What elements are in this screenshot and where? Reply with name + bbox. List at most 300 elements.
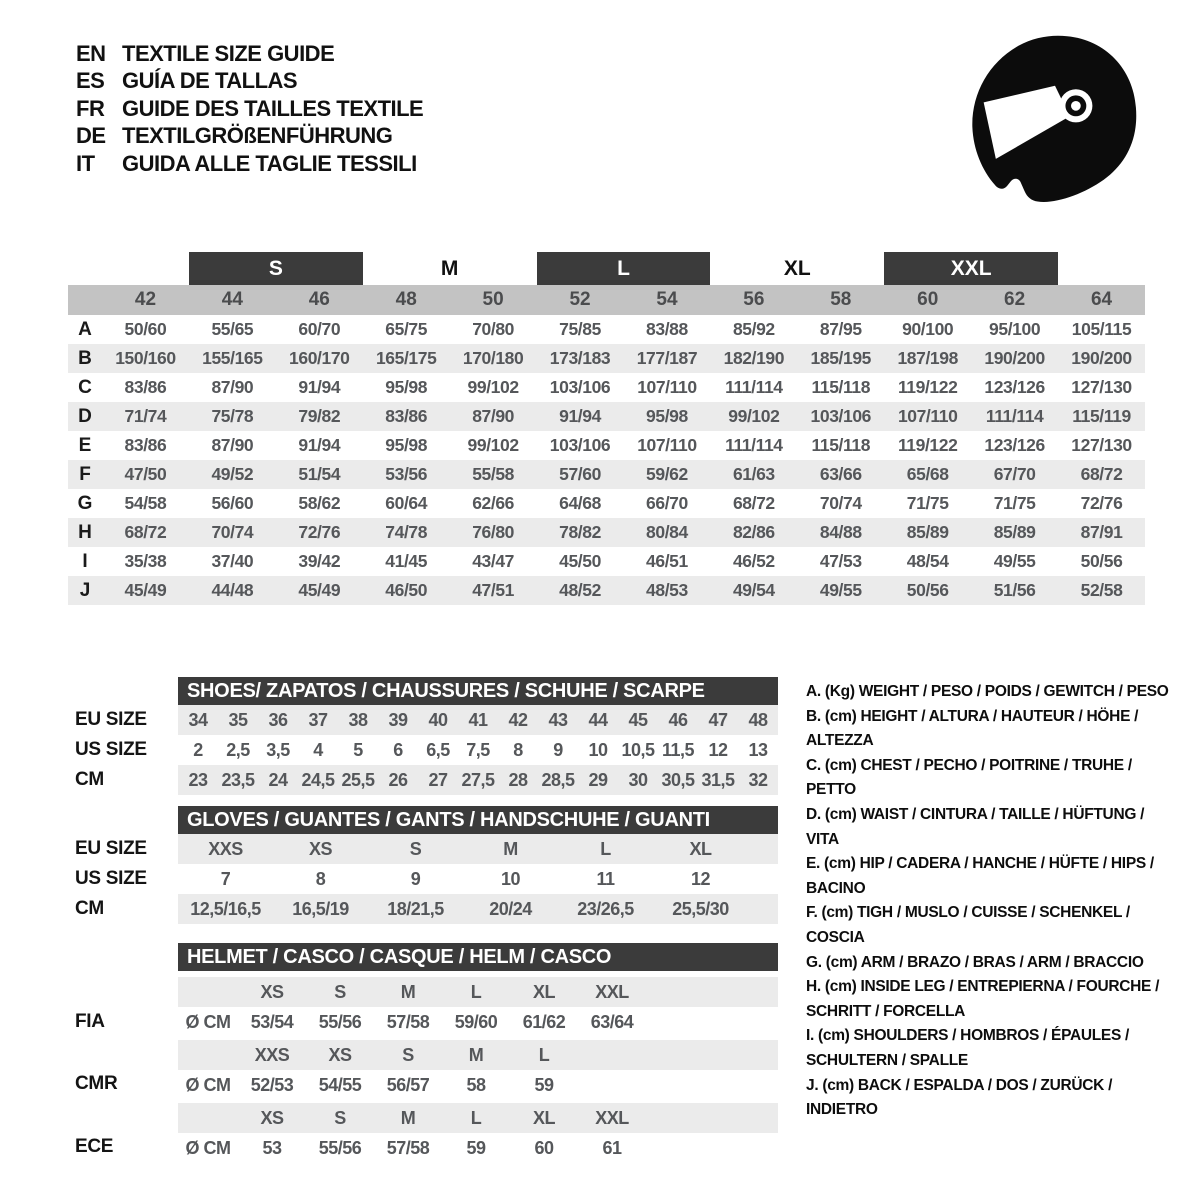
shoe-size-cell: 7,5 [466, 739, 490, 760]
value-cell: 160/170 [289, 348, 350, 368]
shoes-header-bar: SHOES/ ZAPATOS / CHAUSSURES / SCHUHE / SCARPE [178, 677, 778, 705]
value-cell: 91/94 [298, 435, 341, 455]
racing-helmet-icon [968, 28, 1142, 208]
value-cell: 85/89 [993, 522, 1036, 542]
legend-item: J. (cm) BACK / ESPALDA / DOS / ZURÜCK / INDIETRO [806, 1076, 1113, 1119]
row-letter: H [78, 521, 92, 543]
legend-item: D. (cm) WAIST / CINTURA / TAILLE / HÜFTUNG / VITA [806, 805, 1145, 848]
numeric-size-cell: 46 [308, 289, 330, 310]
legend-item: G. (cm) ARM / BRAZO / BRAS / ARM / BRACCIO [806, 953, 1144, 971]
row-letter: B [78, 347, 92, 369]
value-cell: 99/102 [467, 435, 519, 455]
glove-row-label: EU SIZE [75, 838, 147, 859]
value-cell: 51/54 [298, 464, 341, 484]
value-cell: 85/92 [732, 319, 775, 339]
value-cell: 115/118 [811, 435, 871, 455]
glove-size-cell: S [409, 838, 422, 859]
value-cell: 72/76 [1080, 493, 1123, 513]
helmet-cm-cell: 59 [466, 1137, 486, 1158]
helmet-letter-size-cell: XL [532, 1107, 555, 1128]
shoe-size-cell: 40 [428, 709, 448, 730]
helmet-letter-size-row [178, 1103, 778, 1133]
value-cell: 76/80 [472, 522, 515, 542]
value-cell: 103/106 [549, 377, 611, 397]
value-cell: 47/50 [124, 464, 167, 484]
glove-size-cell: 10 [500, 868, 521, 889]
shoe-size-cell: 32 [748, 769, 768, 790]
value-cell: 45/50 [559, 551, 601, 571]
size-table-row [68, 460, 1145, 489]
value-cell: 50/56 [1080, 551, 1123, 571]
value-cell: 75/85 [559, 319, 601, 339]
value-cell: 49/55 [993, 551, 1036, 571]
value-cell: 65/75 [385, 319, 428, 339]
size-group-label: S [189, 252, 363, 285]
row-letter: D [78, 405, 92, 427]
language-code: EN [76, 40, 106, 66]
value-cell: 61/63 [732, 464, 775, 484]
shoe-size-cell: 31,5 [701, 769, 735, 790]
language-code: IT [76, 150, 95, 176]
value-cell: 35/38 [124, 551, 167, 571]
language-row [76, 40, 423, 68]
value-cell: 55/58 [472, 464, 515, 484]
shoe-size-cell: 2 [193, 739, 203, 760]
value-cell: 87/95 [819, 319, 862, 339]
value-cell: 90/100 [902, 319, 954, 339]
helmet-cm-cell: 59 [534, 1074, 554, 1095]
helmet-letter-size-row [178, 977, 778, 1007]
value-cell: 67/70 [993, 464, 1036, 484]
shoe-size-cell: 9 [553, 739, 563, 760]
value-cell: 48/54 [906, 551, 949, 571]
shoe-size-cell: 29 [588, 769, 608, 790]
shoe-size-row [178, 705, 778, 735]
value-cell: 66/70 [646, 493, 688, 513]
numeric-size-row [68, 285, 1145, 315]
numeric-size-cell: 50 [482, 289, 504, 310]
value-cell: 46/51 [646, 551, 688, 571]
value-cell: 70/80 [472, 319, 515, 339]
legend-item: F. (cm) TIGH / MUSLO / CUISSE / SCHENKEL / COSCIA [806, 904, 1130, 946]
shoe-size-cell: 48 [748, 709, 768, 730]
shoe-size-cell: 38 [348, 709, 368, 730]
glove-size-cell: 23/26,5 [577, 898, 634, 919]
value-cell: 49/52 [211, 464, 254, 484]
helmet-cm-cell: 63/64 [590, 1011, 634, 1032]
value-cell: 71/75 [906, 493, 949, 513]
helmet-size-table [178, 943, 778, 1166]
value-cell: 64/68 [559, 493, 601, 513]
legend-item: A. (Kg) WEIGHT / PESO / POIDS / GEWITCH / PESO [806, 683, 1169, 700]
helmet-letter-size-cell: S [334, 981, 346, 1002]
value-cell: 107/110 [637, 377, 697, 397]
value-cell: 105/115 [1071, 319, 1132, 339]
legend-item: H. (cm) INSIDE LEG / ENTREPIERNA / FOURCHE / SCHRITT / FORCELLA [806, 978, 1160, 1020]
helmet-letter-size-cell: XS [328, 1044, 352, 1065]
shoe-size-cell: 24,5 [301, 769, 335, 790]
helmet-cm-cell: 54/55 [318, 1074, 362, 1095]
value-cell: 91/94 [298, 377, 341, 397]
gloves-rows [178, 834, 778, 924]
value-cell: 82/86 [732, 522, 775, 542]
value-cell: 71/74 [124, 406, 167, 426]
value-cell: 83/86 [124, 435, 167, 455]
legend-item: B. (cm) HEIGHT / ALTURA / HAUTEUR / HÖHE / ALTEZZA [806, 707, 1139, 750]
shoe-size-cell: 30 [628, 769, 648, 790]
value-cell: 50/56 [906, 580, 949, 600]
gloves-size-table [178, 806, 778, 924]
glove-size-cell: 12 [690, 868, 711, 889]
measurement-rows [68, 315, 1145, 605]
guide-title: GUIDA ALLE TAGLIE TESSILI [122, 150, 417, 176]
value-cell: 119/122 [897, 377, 958, 397]
shoe-size-cell: 23,5 [221, 769, 255, 790]
value-cell: 119/122 [897, 435, 958, 455]
value-cell: 49/55 [819, 580, 862, 600]
shoe-size-cell: 47 [708, 709, 728, 730]
value-cell: 99/102 [728, 406, 780, 426]
value-cell: 165/175 [375, 348, 437, 368]
language-code: DE [76, 123, 106, 149]
numeric-size-cell: 56 [743, 289, 765, 310]
helmet-letter-size-cell: L [470, 981, 482, 1002]
value-cell: 150/160 [115, 348, 176, 368]
standard-label: CMR [75, 1073, 118, 1094]
shoe-size-cell: 6,5 [426, 739, 450, 760]
helmet-letter-size-cell: XS [260, 981, 284, 1002]
value-cell: 91/94 [559, 406, 601, 426]
helmet-standard-section [178, 1103, 778, 1163]
numeric-size-cell: 44 [221, 289, 243, 310]
gloves-row-labels [75, 834, 147, 924]
shoe-size-row [178, 735, 778, 765]
size-table-row [68, 547, 1145, 576]
value-cell: 155/165 [202, 348, 263, 368]
row-letter: E [78, 434, 92, 456]
helmet-cm-cell: 60 [534, 1137, 554, 1158]
helmet-cm-cell: 55/56 [318, 1011, 362, 1032]
helmet-cm-cell: 61 [602, 1137, 622, 1158]
glove-size-row [178, 834, 778, 864]
size-table-row [68, 431, 1145, 460]
value-cell: 49/54 [732, 580, 775, 600]
value-cell: 65/68 [906, 464, 949, 484]
shoe-size-cell: 2,5 [226, 739, 250, 760]
value-cell: 103/106 [549, 435, 611, 455]
shoe-size-cell: 8 [513, 739, 523, 760]
helmet-header-bar: HELMET / CASCO / CASQUE / HELM / CASCO [178, 943, 778, 971]
glove-size-cell: M [503, 838, 518, 859]
shoe-size-cell: 6 [393, 739, 403, 760]
numeric-size-cell: 58 [830, 289, 852, 310]
glove-row-label: CM [75, 898, 104, 919]
value-cell: 68/72 [124, 522, 167, 542]
numeric-size-cell: 60 [917, 289, 939, 310]
shoe-size-cell: 28,5 [541, 769, 575, 790]
helmet-cm-row [178, 1007, 778, 1037]
value-cell: 84/88 [819, 522, 862, 542]
shoe-size-cell: 41 [468, 709, 488, 730]
helmet-cm-cell: 59/60 [454, 1011, 498, 1032]
row-letter: F [79, 463, 91, 485]
value-cell: 39/42 [298, 551, 341, 571]
value-cell: 87/90 [472, 406, 515, 426]
value-cell: 79/82 [298, 406, 341, 426]
helmet-letter-size-cell: L [470, 1107, 482, 1128]
measurement-legend [806, 680, 1181, 1123]
glove-size-cell: XXS [208, 838, 243, 859]
helmet-cm-cell: 53/54 [250, 1011, 294, 1032]
glove-size-cell: L [600, 838, 611, 859]
shoes-size-table [178, 677, 778, 795]
value-cell: 173/183 [549, 348, 611, 368]
helmet-letter-size-cell: XL [532, 981, 555, 1002]
value-cell: 75/78 [211, 406, 254, 426]
value-cell: 60/70 [298, 319, 341, 339]
value-cell: 70/74 [211, 522, 254, 542]
helmet-cm-cell: 57/58 [386, 1137, 430, 1158]
value-cell: 44/48 [211, 580, 254, 600]
legend-item: I. (cm) SHOULDERS / HOMBROS / ÉPAULES / SCHULTERN / SPALLE [806, 1027, 1130, 1069]
value-cell: 87/91 [1080, 522, 1123, 542]
language-row [76, 123, 423, 151]
value-cell: 59/62 [646, 464, 688, 484]
helmet-cm-cell: 58 [466, 1074, 486, 1095]
glove-size-cell: 20/24 [489, 898, 532, 919]
shoes-rows [178, 705, 778, 795]
helmet-letter-size-cell: L [538, 1044, 550, 1065]
row-letter: I [82, 550, 88, 572]
value-cell: 177/187 [636, 348, 698, 368]
helmet-letter-size-cell: S [402, 1044, 414, 1065]
shoe-size-cell: 25,5 [341, 769, 375, 790]
guide-title: TEXTILGRÖßENFÜHRUNG [122, 123, 393, 149]
shoe-size-cell: 11,5 [661, 739, 695, 760]
value-cell: 83/86 [124, 377, 167, 397]
value-cell: 62/66 [472, 493, 515, 513]
value-cell: 50/60 [124, 319, 167, 339]
value-cell: 45/49 [298, 580, 341, 600]
row-letter: J [79, 579, 91, 601]
value-cell: 83/86 [385, 406, 428, 426]
value-cell: 57/60 [559, 464, 601, 484]
value-cell: 95/98 [385, 377, 428, 397]
diameter-unit-cell: Ø CM [185, 1011, 231, 1032]
shoe-size-cell: 44 [588, 709, 608, 730]
standard-label: FIA [75, 1011, 105, 1032]
shoe-row-label: EU SIZE [75, 709, 147, 730]
language-row [76, 68, 423, 96]
numeric-size-cell: 48 [395, 289, 417, 310]
value-cell: 170/180 [462, 348, 524, 368]
value-cell: 123/126 [984, 435, 1045, 455]
helmet-standard-label-ece [75, 1132, 113, 1162]
value-cell: 107/110 [637, 435, 697, 455]
value-cell: 87/90 [211, 377, 254, 397]
glove-size-cell: 12,5/16,5 [190, 898, 261, 919]
value-cell: 63/66 [819, 464, 862, 484]
shoe-row-label: CM [75, 769, 104, 790]
glove-size-cell: XL [689, 838, 712, 859]
row-letter: G [77, 492, 93, 514]
size-group-label: L [537, 252, 711, 285]
value-cell: 71/75 [993, 493, 1036, 513]
value-cell: 182/190 [723, 348, 785, 368]
size-table-row [68, 518, 1145, 547]
glove-size-cell: XS [308, 838, 332, 859]
shoe-size-cell: 23 [188, 769, 208, 790]
value-cell: 51/56 [993, 580, 1036, 600]
language-code: FR [76, 95, 105, 121]
value-cell: 43/47 [472, 551, 515, 571]
value-cell: 46/50 [385, 580, 428, 600]
shoe-size-cell: 43 [548, 709, 568, 730]
row-letter: A [78, 318, 92, 340]
glove-size-cell: 16,5/19 [292, 898, 349, 919]
shoe-size-cell: 35 [228, 709, 248, 730]
helmet-letter-size-cell: XXL [595, 981, 629, 1002]
shoe-size-cell: 28 [508, 769, 528, 790]
shoe-size-cell: 13 [748, 739, 768, 760]
shoe-size-cell: 42 [508, 709, 528, 730]
shoe-size-cell: 30,5 [661, 769, 695, 790]
guide-title: TEXTILE SIZE GUIDE [122, 40, 335, 66]
value-cell: 111/114 [985, 406, 1044, 426]
value-cell: 45/49 [124, 580, 167, 600]
helmet-cm-cell: 61/62 [522, 1011, 566, 1032]
shoe-size-cell: 27 [428, 769, 448, 790]
value-cell: 107/110 [897, 406, 958, 426]
legend-item: C. (cm) CHEST / PECHO / POITRINE / TRUHE / PETTO [806, 756, 1132, 799]
shoe-size-cell: 36 [268, 709, 288, 730]
size-group-label: XL [783, 256, 811, 280]
value-cell: 115/118 [811, 377, 871, 397]
shoe-size-cell: 46 [668, 709, 688, 730]
value-cell: 74/78 [385, 522, 428, 542]
empty-corner-cell [68, 285, 102, 315]
row-letter: C [78, 376, 92, 398]
racing-helmet-icon-svg [968, 28, 1142, 208]
shoe-size-cell: 3,5 [266, 739, 290, 760]
value-cell: 70/74 [819, 493, 862, 513]
value-cell: 68/72 [1080, 464, 1123, 484]
shoe-size-cell: 26 [388, 769, 408, 790]
value-cell: 56/60 [211, 493, 254, 513]
guide-title: GUIDE DES TAILLES TEXTILE [122, 95, 424, 121]
helmet-letter-size-cell: XXL [595, 1107, 629, 1128]
helmet-letter-size-cell: M [400, 1107, 416, 1128]
helmet-cm-cell: 56/57 [386, 1074, 430, 1095]
value-cell: 111/114 [725, 377, 783, 397]
glove-row-label: US SIZE [75, 868, 147, 889]
value-cell: 99/102 [467, 377, 519, 397]
value-cell: 78/82 [559, 522, 601, 542]
value-cell: 47/51 [472, 580, 515, 600]
helmet-standard-section [178, 977, 778, 1037]
value-cell: 127/130 [1071, 377, 1132, 397]
guide-title: GUÍA DE TALLAS [122, 68, 298, 94]
numeric-size-cell: 64 [1090, 289, 1113, 310]
helmet-cm-cell: 52/53 [250, 1074, 294, 1095]
value-cell: 123/126 [984, 377, 1045, 397]
helmet-cm-row [178, 1070, 778, 1100]
size-table-row [68, 373, 1145, 402]
helmet-cm-row [178, 1133, 778, 1163]
value-cell: 95/98 [646, 406, 688, 426]
value-cell: 103/106 [810, 406, 872, 426]
value-cell: 87/90 [211, 435, 254, 455]
helmet-letter-size-cell: XXS [254, 1044, 290, 1065]
shoe-size-cell: 12 [708, 739, 728, 760]
value-cell: 52/58 [1080, 580, 1123, 600]
shoe-size-cell: 10,5 [621, 739, 655, 760]
value-cell: 190/200 [1071, 348, 1132, 368]
helmet-letter-size-row [178, 1040, 778, 1070]
glove-size-row [178, 894, 778, 924]
value-cell: 53/56 [385, 464, 428, 484]
size-table-row [68, 576, 1145, 605]
value-cell: 47/53 [819, 551, 862, 571]
shoes-row-labels [75, 705, 147, 795]
glove-size-cell: 8 [315, 868, 326, 889]
value-cell: 48/53 [646, 580, 688, 600]
value-cell: 60/64 [385, 493, 428, 513]
value-cell: 111/114 [725, 435, 783, 455]
glove-size-cell: 9 [410, 868, 421, 889]
standard-label: ECE [75, 1136, 114, 1157]
helmet-cm-cell: 55/56 [318, 1137, 362, 1158]
helmet-cm-cell: 57/58 [386, 1011, 430, 1032]
language-title-list [76, 40, 423, 178]
shoe-size-cell: 45 [628, 709, 648, 730]
numeric-size-cell: 52 [569, 289, 591, 310]
value-cell: 127/130 [1071, 435, 1132, 455]
shoe-size-cell: 34 [188, 709, 208, 730]
helmet-standard-section [178, 1040, 778, 1100]
legend-item: E. (cm) HIP / CADERA / HANCHE / HÜFTE / HIPS / BACINO [806, 855, 1154, 897]
size-group-header-row [68, 252, 1145, 285]
language-code: ES [76, 68, 105, 94]
helmet-letter-size-cell: M [400, 981, 416, 1002]
numeric-size-cell: 42 [134, 289, 157, 310]
value-cell: 37/40 [211, 551, 254, 571]
numeric-size-cell: 54 [656, 289, 678, 310]
value-cell: 85/89 [906, 522, 949, 542]
value-cell: 48/52 [559, 580, 601, 600]
glove-size-cell: 18/21,5 [387, 898, 444, 919]
value-cell: 187/198 [897, 348, 958, 368]
size-table-row [68, 315, 1145, 344]
diameter-unit-cell: Ø CM [185, 1074, 231, 1095]
helmet-letter-size-cell: XS [260, 1107, 284, 1128]
value-cell: 55/65 [211, 319, 254, 339]
value-cell: 185/195 [810, 348, 872, 368]
value-cell: 83/88 [646, 319, 688, 339]
glove-size-row [178, 864, 778, 894]
value-cell: 72/76 [298, 522, 341, 542]
value-cell: 54/58 [124, 493, 167, 513]
value-cell: 80/84 [646, 522, 688, 542]
size-group-label: M [440, 256, 459, 280]
shoe-size-cell: 27,5 [461, 769, 495, 790]
shoe-row-label: US SIZE [75, 739, 147, 760]
value-cell: 95/98 [385, 435, 428, 455]
helmet-cm-cell: 53 [262, 1137, 282, 1158]
language-row [76, 95, 423, 123]
helmet-letter-size-cell: M [468, 1044, 484, 1065]
helmet-standard-label-cmr [75, 1069, 117, 1099]
